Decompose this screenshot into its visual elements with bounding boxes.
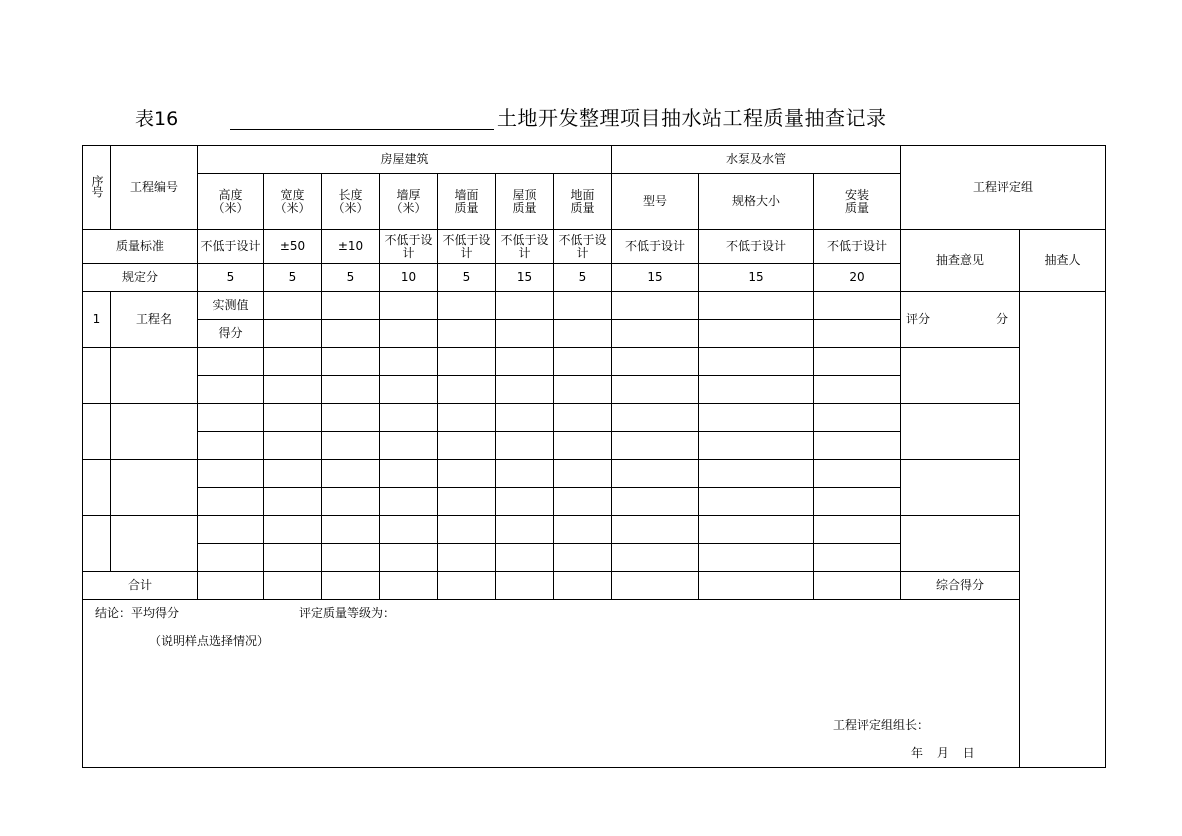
project-name-cell: 工程名	[111, 292, 198, 348]
data-cell[interactable]	[380, 544, 438, 572]
inspector-header: 抽查人	[1020, 230, 1106, 292]
project-name-cell[interactable]	[111, 348, 198, 404]
row-number: 1	[83, 292, 111, 348]
data-cell[interactable]	[699, 348, 814, 376]
group-leader-label: 工程评定组组长：	[833, 718, 930, 732]
data-cell[interactable]	[814, 488, 901, 516]
data-cell[interactable]	[380, 488, 438, 516]
total-cell[interactable]	[198, 572, 264, 600]
score-value: 5	[554, 264, 612, 292]
data-cell[interactable]	[438, 516, 496, 544]
standard-value: 不低于设计	[554, 230, 612, 264]
data-cell[interactable]	[380, 404, 438, 432]
data-cell[interactable]	[699, 544, 814, 572]
rating-cell[interactable]	[901, 404, 1020, 460]
data-cell[interactable]	[612, 320, 699, 348]
data-cell[interactable]	[264, 320, 322, 348]
data-cell[interactable]	[438, 460, 496, 488]
score-value: 15	[496, 264, 554, 292]
total-cell[interactable]	[554, 572, 612, 600]
data-cell[interactable]	[699, 488, 814, 516]
data-cell[interactable]	[380, 376, 438, 404]
data-cell[interactable]	[496, 348, 554, 376]
data-cell[interactable]	[612, 376, 699, 404]
data-cell[interactable]	[699, 516, 814, 544]
average-score-label: 结论：平均得分	[95, 606, 180, 620]
total-cell[interactable]	[438, 572, 496, 600]
data-cell[interactable]	[198, 348, 264, 376]
data-cell[interactable]	[814, 292, 901, 320]
standard-value: 不低于设计	[612, 230, 699, 264]
data-cell[interactable]	[554, 488, 612, 516]
data-cell[interactable]	[496, 320, 554, 348]
measured-label: 实测值	[198, 292, 264, 320]
rating-cell[interactable]: 评分 分	[901, 292, 1020, 348]
eval-group-header: 工程评定组	[901, 146, 1106, 230]
score-value: 15	[612, 264, 699, 292]
data-cell[interactable]	[322, 348, 380, 376]
inspection-table	[82, 145, 1106, 768]
data-cell[interactable]	[554, 544, 612, 572]
standard-value: ±10	[322, 230, 380, 264]
data-cell[interactable]	[612, 516, 699, 544]
data-cell[interactable]	[438, 404, 496, 432]
data-cell[interactable]	[496, 292, 554, 320]
col-wall-quality-header: 墙面 质量	[438, 174, 496, 230]
data-cell[interactable]	[322, 320, 380, 348]
score-value: 5	[438, 264, 496, 292]
data-cell[interactable]	[814, 432, 901, 460]
title-blank-line	[230, 129, 494, 130]
data-cell[interactable]	[198, 460, 264, 488]
data-cell[interactable]	[380, 432, 438, 460]
data-cell[interactable]	[322, 516, 380, 544]
data-cell[interactable]	[496, 544, 554, 572]
data-cell[interactable]	[814, 460, 901, 488]
data-cell[interactable]	[612, 544, 699, 572]
total-cell[interactable]	[612, 572, 699, 600]
data-cell[interactable]	[554, 516, 612, 544]
score-value: 10	[380, 264, 438, 292]
row-number[interactable]	[83, 404, 111, 460]
data-cell[interactable]	[814, 376, 901, 404]
check-opinion-header: 抽查意见	[901, 230, 1020, 292]
data-cell[interactable]	[496, 516, 554, 544]
building-group-header: 房屋建筑	[198, 146, 612, 174]
data-cell[interactable]	[612, 292, 699, 320]
data-cell[interactable]	[438, 488, 496, 516]
col-floor-quality-header: 地面 质量	[554, 174, 612, 230]
data-cell[interactable]	[380, 320, 438, 348]
standard-value: 不低于设计	[814, 230, 901, 264]
data-cell[interactable]	[554, 460, 612, 488]
data-cell[interactable]	[612, 404, 699, 432]
data-cell[interactable]	[814, 320, 901, 348]
standard-value: 不低于设计	[699, 230, 814, 264]
data-cell[interactable]	[322, 376, 380, 404]
data-cell[interactable]	[322, 544, 380, 572]
row-number[interactable]	[83, 348, 111, 404]
sampling-note: （说明样点选择情况）	[149, 634, 270, 648]
data-cell[interactable]	[322, 488, 380, 516]
score-value: 20	[814, 264, 901, 292]
total-cell[interactable]	[699, 572, 814, 600]
data-cell[interactable]	[198, 544, 264, 572]
standard-value: 不低于设计	[380, 230, 438, 264]
data-cell[interactable]	[612, 460, 699, 488]
data-cell[interactable]	[699, 404, 814, 432]
data-cell[interactable]	[438, 376, 496, 404]
col-height-header: 高度 （米）	[198, 174, 264, 230]
data-cell[interactable]	[322, 404, 380, 432]
data-cell[interactable]	[612, 348, 699, 376]
col-roof-quality-header: 屋顶 质量	[496, 174, 554, 230]
data-cell[interactable]	[496, 376, 554, 404]
data-cell[interactable]	[322, 432, 380, 460]
data-cell[interactable]	[496, 460, 554, 488]
data-cell[interactable]	[264, 516, 322, 544]
data-cell[interactable]	[496, 488, 554, 516]
data-cell[interactable]	[612, 488, 699, 516]
date-label: 年 月 日	[911, 746, 975, 760]
score-value: 5	[322, 264, 380, 292]
data-cell[interactable]	[264, 404, 322, 432]
data-cell[interactable]	[814, 516, 901, 544]
project-name-cell[interactable]	[111, 404, 198, 460]
col-length-header: 长度 （米）	[322, 174, 380, 230]
data-cell[interactable]	[438, 544, 496, 572]
standard-value: 不低于设计	[438, 230, 496, 264]
project-name-cell[interactable]	[111, 516, 198, 572]
data-cell[interactable]	[322, 460, 380, 488]
project-name-cell[interactable]	[111, 460, 198, 516]
col-model-header: 型号	[612, 174, 699, 230]
score-value: 5	[264, 264, 322, 292]
data-cell[interactable]	[380, 292, 438, 320]
data-cell[interactable]	[699, 292, 814, 320]
data-cell[interactable]	[322, 292, 380, 320]
data-cell[interactable]	[264, 292, 322, 320]
data-cell[interactable]	[438, 320, 496, 348]
row-number[interactable]	[83, 460, 111, 516]
document-title: 土地开发整理项目抽水站工程质量抽查记录	[497, 106, 887, 130]
data-cell[interactable]	[554, 292, 612, 320]
data-cell[interactable]	[438, 292, 496, 320]
data-cell[interactable]	[699, 320, 814, 348]
standard-value: 不低于设计	[496, 230, 554, 264]
score-value: 15	[699, 264, 814, 292]
data-cell[interactable]	[814, 348, 901, 376]
score-label: 规定分	[83, 264, 198, 292]
standard-label: 质量标准	[83, 230, 198, 264]
data-cell[interactable]	[264, 432, 322, 460]
data-cell[interactable]	[380, 516, 438, 544]
col-width-header: 宽度 （米）	[264, 174, 322, 230]
data-cell[interactable]	[699, 432, 814, 460]
table-number: 表16	[135, 108, 179, 130]
data-cell[interactable]	[198, 376, 264, 404]
data-cell[interactable]	[264, 376, 322, 404]
col-install-quality-header: 安装 质量	[814, 174, 901, 230]
total-label: 合计	[83, 572, 198, 600]
rating-cell[interactable]	[901, 460, 1020, 516]
data-cell[interactable]	[814, 404, 901, 432]
data-cell[interactable]	[264, 488, 322, 516]
standard-value: 不低于设计	[198, 230, 264, 264]
data-cell[interactable]	[554, 376, 612, 404]
rating-cell[interactable]	[901, 516, 1020, 572]
project-no-header: 工程编号	[111, 146, 198, 230]
data-cell[interactable]	[264, 460, 322, 488]
data-cell[interactable]	[264, 348, 322, 376]
data-cell[interactable]	[554, 404, 612, 432]
data-cell[interactable]	[699, 460, 814, 488]
rating-cell[interactable]	[901, 348, 1020, 404]
pump-group-header: 水泵及水管	[612, 146, 901, 174]
data-cell[interactable]	[554, 432, 612, 460]
data-cell[interactable]	[198, 488, 264, 516]
data-cell[interactable]	[438, 432, 496, 460]
conclusion-cell[interactable]	[83, 600, 1106, 768]
conclusion-line	[95, 606, 396, 620]
data-cell[interactable]	[496, 404, 554, 432]
seq-header: 序号	[83, 146, 111, 230]
total-cell[interactable]	[322, 572, 380, 600]
row-number[interactable]	[83, 516, 111, 572]
data-cell[interactable]	[198, 516, 264, 544]
data-cell[interactable]	[612, 432, 699, 460]
quality-grade-label: 评定质量等级为：	[299, 606, 396, 620]
standard-value: ±50	[264, 230, 322, 264]
col-spec-header: 规格大小	[699, 174, 814, 230]
total-cell[interactable]	[380, 572, 438, 600]
data-cell[interactable]	[554, 320, 612, 348]
data-cell[interactable]	[380, 348, 438, 376]
data-cell[interactable]	[554, 348, 612, 376]
data-cell[interactable]	[496, 432, 554, 460]
data-cell[interactable]	[699, 376, 814, 404]
data-cell[interactable]	[438, 348, 496, 376]
total-cell[interactable]	[264, 572, 322, 600]
score-value: 5	[198, 264, 264, 292]
overall-score-label: 综合得分	[901, 572, 1020, 600]
document-header	[0, 100, 1182, 134]
total-cell[interactable]	[814, 572, 901, 600]
total-cell[interactable]	[496, 572, 554, 600]
points-label: 得分	[198, 320, 264, 348]
data-cell[interactable]	[380, 460, 438, 488]
data-cell[interactable]	[264, 544, 322, 572]
data-cell[interactable]	[198, 404, 264, 432]
data-cell[interactable]	[198, 432, 264, 460]
data-cell[interactable]	[814, 544, 901, 572]
col-wall-thickness-header: 墙厚 （米）	[380, 174, 438, 230]
